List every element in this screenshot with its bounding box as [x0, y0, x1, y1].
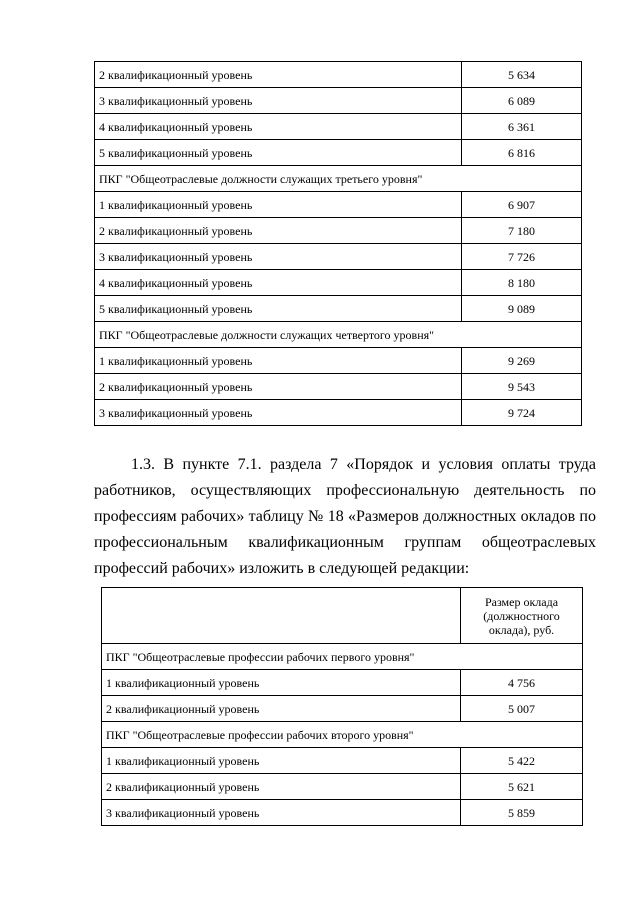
row-value: 9 543 — [462, 374, 582, 400]
row-value: 4 756 — [461, 670, 583, 696]
row-value: 9 269 — [462, 348, 582, 374]
row-value: 7 726 — [462, 244, 582, 270]
group-label: ПКГ "Общеотраслевые должности служащих третьего уровня" — [95, 166, 582, 192]
row-value: 5 621 — [461, 774, 583, 800]
table-row — [95, 140, 582, 166]
group-header-row — [102, 722, 583, 748]
table-row — [95, 270, 582, 296]
row-label: 1 квалификационный уровень — [102, 748, 461, 774]
table-row — [95, 88, 582, 114]
table-row — [95, 348, 582, 374]
table-row — [102, 774, 583, 800]
row-value: 6 361 — [462, 114, 582, 140]
amendment-paragraph: 1.3. В пункте 7.1. раздела 7 «Порядок и условия оплаты труда работников, осуществляющих профессиональную деятельность по профессиям рабочих» таблицу № 18 «Размеров должностных окладов по профессиональным квалификационным группам общеотраслевых профессий рабочих» изложить в следующей редакции: — [94, 456, 596, 577]
row-label: 2 квалификационный уровень — [102, 774, 461, 800]
header-label — [102, 588, 461, 644]
row-label: 3 квалификационный уровень — [102, 800, 461, 826]
group-header-row — [102, 644, 583, 670]
row-label: 2 квалификационный уровень — [95, 374, 462, 400]
row-label: 1 квалификационный уровень — [95, 192, 462, 218]
group-header-row — [95, 166, 582, 192]
table-row — [95, 244, 582, 270]
row-value: 6 816 — [462, 140, 582, 166]
table-row — [102, 800, 583, 826]
row-label: 3 квалификационный уровень — [95, 244, 462, 270]
row-value: 6 089 — [462, 88, 582, 114]
salary-table-continued — [94, 61, 582, 426]
header-salary-column: Размер оклада (должностного оклада), руб. — [461, 588, 583, 644]
row-value: 5 422 — [461, 748, 583, 774]
row-value: 7 180 — [462, 218, 582, 244]
row-value: 5 634 — [462, 62, 582, 88]
row-value: 8 180 — [462, 270, 582, 296]
row-label: 4 квалификационный уровень — [95, 270, 462, 296]
table-row — [95, 192, 582, 218]
row-label: 3 квалификационный уровень — [95, 400, 462, 426]
table-row — [102, 748, 583, 774]
row-value: 9 089 — [462, 296, 582, 322]
row-value: 5 859 — [461, 800, 583, 826]
row-label: 2 квалификационный уровень — [95, 62, 462, 88]
table-row — [95, 114, 582, 140]
group-label: ПКГ "Общеотраслевые должности служащих четвертого уровня" — [95, 322, 582, 348]
row-value: 6 907 — [462, 192, 582, 218]
row-label: 1 квалификационный уровень — [102, 670, 461, 696]
table-row — [95, 296, 582, 322]
table-row — [95, 218, 582, 244]
row-value: 9 724 — [462, 400, 582, 426]
table-row — [102, 670, 583, 696]
group-header-row — [95, 322, 582, 348]
table-header-row — [102, 588, 583, 644]
table-row — [95, 62, 582, 88]
table-row — [95, 400, 582, 426]
row-value: 5 007 — [461, 696, 583, 722]
row-label: 5 квалификационный уровень — [95, 296, 462, 322]
row-label: 2 квалификационный уровень — [102, 696, 461, 722]
group-label: ПКГ "Общеотраслевые профессии рабочих первого уровня" — [102, 644, 583, 670]
row-label: 1 квалификационный уровень — [95, 348, 462, 374]
row-label: 4 квалификационный уровень — [95, 114, 462, 140]
row-label: 5 квалификационный уровень — [95, 140, 462, 166]
row-label: 3 квалификационный уровень — [95, 88, 462, 114]
group-label: ПКГ "Общеотраслевые профессии рабочих второго уровня" — [102, 722, 583, 748]
table-row — [102, 696, 583, 722]
row-label: 2 квалификационный уровень — [95, 218, 462, 244]
workers-salary-table — [101, 587, 583, 826]
table-row — [95, 374, 582, 400]
